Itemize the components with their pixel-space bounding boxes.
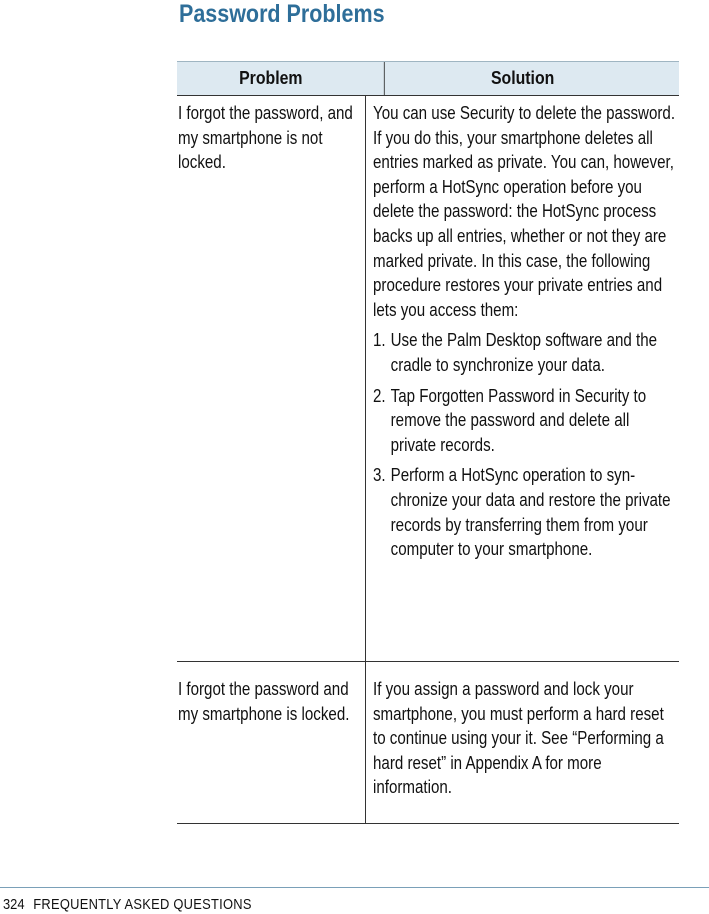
header-solution: Solution <box>383 62 660 95</box>
steps-list <box>373 328 679 561</box>
list-item <box>373 328 679 377</box>
table-row <box>177 662 679 824</box>
solution-cell <box>365 662 679 823</box>
step-text: Perform a HotSync operation to syn-chronize your data and restore the private records by transferring them from your computer to your smartphone. <box>390 465 671 560</box>
step-number: 1. <box>373 330 386 351</box>
solution-text: You can use Security to delete the password. If you do this, your smartphone deletes all entries marked as private. You can, however, perform a HotSync operation before you delete the password: the HotSync process backs up all entries, whether or not they are marked private. In this case, the following procedure restores your private entries and lets you access them: <box>373 103 676 320</box>
solution-cell <box>365 96 679 661</box>
problem-cell <box>177 662 365 823</box>
step-number: 3. <box>373 465 386 486</box>
footer-divider <box>0 887 709 888</box>
list-item <box>373 384 679 458</box>
problem-text: I forgot the password, and my smartphone is not locked. <box>178 103 353 173</box>
page-title: Password Problems <box>179 0 385 28</box>
solution-text: If you assign a password and lock your smartphone, you must perform a hard reset to continue using your it. See “Performing a hard reset” in Appendix A for more information. <box>373 679 664 798</box>
list-item <box>373 463 679 561</box>
problem-text: I forgot the password and my smartphone is locked. <box>178 679 350 724</box>
table-header <box>177 61 679 96</box>
page-footer <box>3 896 252 913</box>
table-row <box>177 96 679 662</box>
header-problem: Problem <box>239 68 303 88</box>
page-number: 324 <box>3 896 25 913</box>
step-number: 2. <box>373 385 386 406</box>
step-text: Tap Forgotten Password in Security to remove the password and delete all private records. <box>390 385 647 455</box>
faq-table <box>177 61 679 824</box>
problem-cell <box>177 96 365 661</box>
step-text: Use the Palm Desktop software and the cradle to synchronize your data. <box>390 330 658 375</box>
section-name: FREQUENTLY ASKED QUESTIONS <box>33 896 252 913</box>
